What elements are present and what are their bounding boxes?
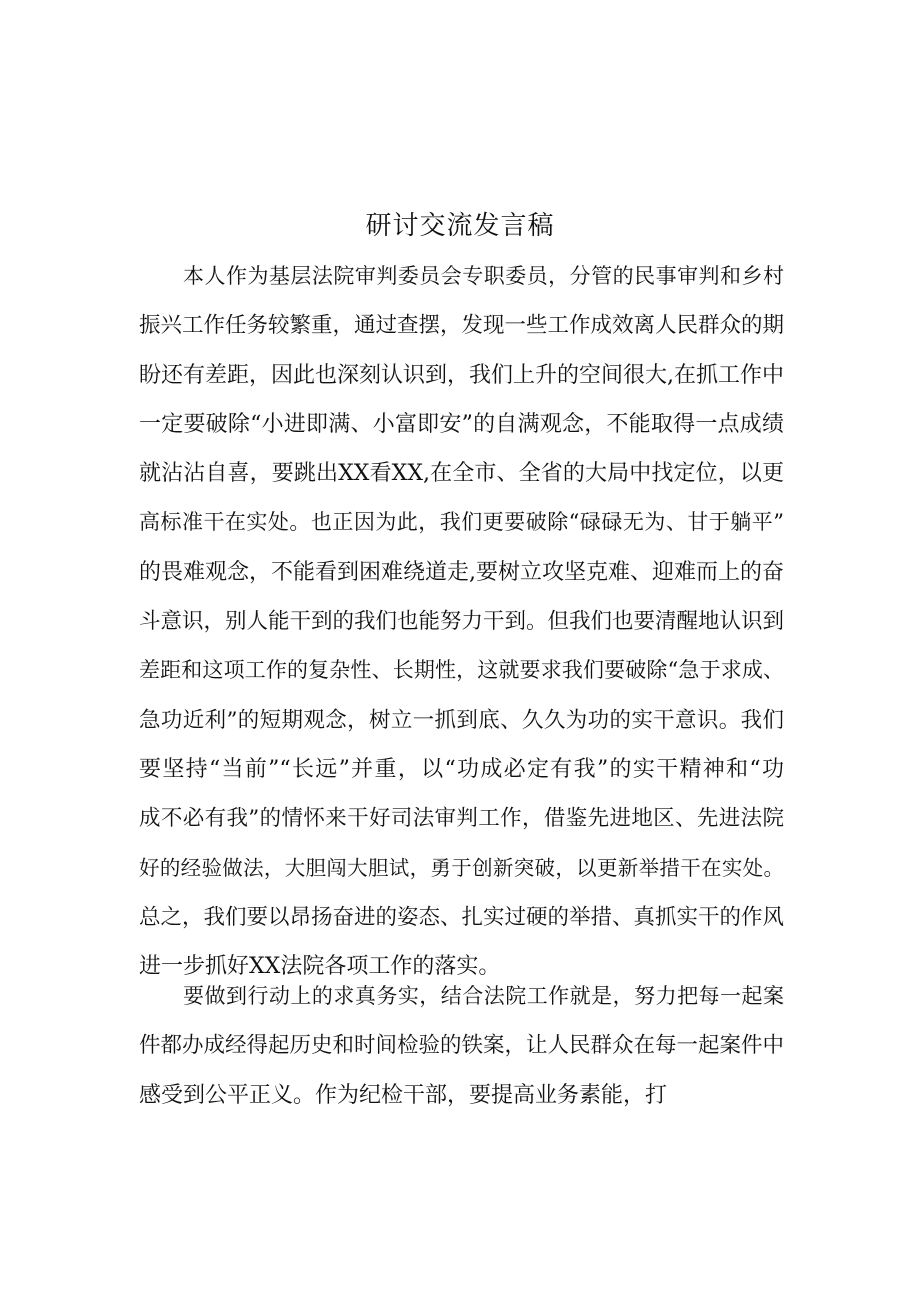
text-line: 差距和这项工作的复杂性、长期性，这就要求我们要破除“急于求成、 xyxy=(139,658,784,683)
text-line: 要坚持“当前”“长远”并重，以“功成必定有我”的实干精神和“功 xyxy=(139,756,784,782)
text-line: 盼还有差距，因此也深刻认识到，我们上升的空间很大,在抓工作中 xyxy=(139,362,784,388)
paragraph-2 xyxy=(139,972,784,1120)
text-line: 就沾沾自喜，要跳出XX看XX,在全市、全省的大局中找定位，以更 xyxy=(139,461,784,487)
text-line: 斗意识，别人能干到的我们也能努力干到。但我们也要清醒地认识到 xyxy=(139,609,785,635)
text-line: 振兴工作任务较繁重，通过查摆，发现一些工作成效离人民群众的期 xyxy=(139,313,785,339)
text-line: 一定要破除“小进即满、小富即安”的自满观念，不能取得一点成绩 xyxy=(139,411,784,437)
document-title: 研讨交流发言稿 xyxy=(365,211,555,241)
text-line: 好的经验做法，大胆闯大胆试，勇于创新突破，以更新举措干在实处。 xyxy=(139,855,784,880)
text-line: 要做到行动上的求真务实，结合法院工作就是，努力把每一起案 xyxy=(183,984,784,1008)
text-line: 件都办成经得起历史和时间检验的铁案，让人民群众在每一起案件中 xyxy=(139,1033,785,1059)
text-line: 的畏难观念，不能看到困难绕道走,要树立攻坚克难、迎难而上的奋 xyxy=(139,559,784,585)
text-line: 进一步抓好XX法院各项工作的落实。 xyxy=(139,954,501,980)
paragraph-1 xyxy=(139,252,784,991)
text-line: 感受到公平正义。作为纪检干部，要提高业务素能，打 xyxy=(139,1082,668,1108)
text-line: 急功近利”的短期观念，树立一抓到底、久久为功的实干意识。我们 xyxy=(139,707,784,733)
text-line: 本人作为基层法院审判委员会专职委员，分管的民事审判和乡村 xyxy=(183,264,784,288)
text-line: 总之，我们要以昂扬奋进的姿态、扎实过硬的举措、真抓实干的作风 xyxy=(139,904,785,930)
text-line: 高标准干在实处。也正因为此，我们更要破除“碌碌无为、甘于躺平” xyxy=(139,510,784,535)
text-line: 成不必有我”的情怀来干好司法审判工作，借鉴先进地区、先进法院 xyxy=(139,806,784,832)
